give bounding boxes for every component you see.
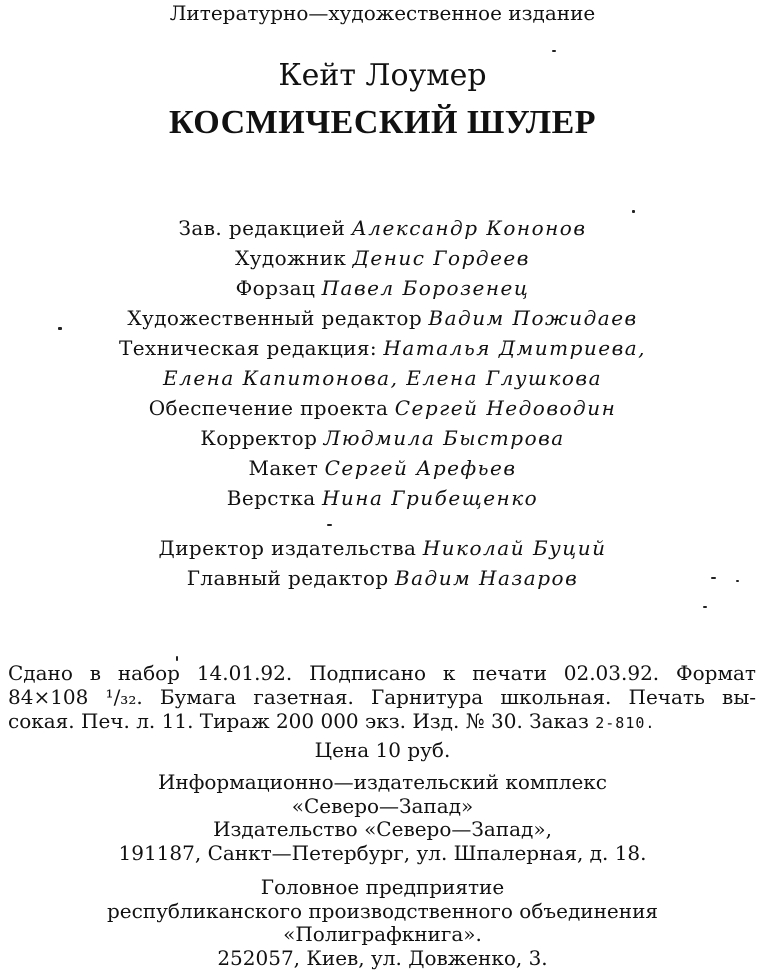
scan-speck: [736, 580, 739, 582]
publisher-line: Информационно—издательский комплекс: [157, 770, 608, 794]
director-name: Николай Буций: [422, 536, 607, 560]
director-line: [0, 533, 765, 563]
credit-line: [0, 393, 765, 423]
credit-role: Корректор: [200, 426, 318, 450]
credit-name: Сергей Недоводин: [394, 396, 617, 420]
imprint-line: Сдано в набор 14.01.92. Подписано к печати 02.03.92. Формат: [8, 661, 756, 685]
credit-line: [0, 333, 765, 363]
director-line: [0, 563, 765, 593]
credit-line: [0, 213, 765, 243]
director-role: Главный редактор: [186, 566, 389, 590]
scan-speck: [176, 656, 178, 661]
enterprise-address: 252057, Киев, ул. Довженко, 3.: [217, 945, 548, 970]
credit-line: [0, 423, 765, 453]
credits-block: [0, 213, 765, 513]
credit-role: Художественный редактор: [127, 306, 423, 330]
enterprise-line: республиканского производственного объединения: [106, 898, 659, 923]
publisher-address: 191187, Санкт—Петербург, ул. Шпалерная, д. 18.: [118, 840, 647, 865]
credit-role: Форзац: [235, 276, 316, 300]
directors-block: [0, 533, 765, 593]
credit-name: Павел Борозенец: [321, 276, 530, 300]
scan-speck: [632, 210, 635, 213]
book-author: Кейт Лоумер: [278, 58, 487, 93]
credit-role: Зав. редакцией: [178, 216, 346, 240]
printing-enterprise-block: [0, 876, 765, 970]
enterprise-line: «Полиграфкнига».: [283, 922, 482, 946]
director-role: Директор издательства: [158, 536, 417, 560]
credit-name: Сергей Арефьев: [324, 456, 517, 480]
credit-name: Наталья Дмитриева,: [383, 336, 647, 360]
credit-name: Нина Грибещенко: [321, 486, 539, 510]
credit-role: Техническая редакция:: [118, 336, 378, 360]
price: Цена 10 руб.: [314, 738, 451, 762]
publisher-line: «Северо—Запад»: [291, 793, 474, 818]
credit-line: [0, 483, 765, 513]
scan-speck: [58, 327, 62, 330]
enterprise-line: Головное предприятие: [260, 875, 505, 899]
publisher-line: Издательство «Северо—Запад»,: [213, 817, 552, 841]
credit-name: Вадим Пожидаев: [428, 306, 638, 330]
scan-speck: [327, 524, 332, 526]
credit-name: Людмила Быстрова: [323, 426, 565, 450]
scan-speck: [711, 577, 716, 579]
imprint-line-text: сокая. Печ. л. 11. Тираж 200 000 экз. Изд. № 30. Заказ: [8, 709, 589, 733]
credit-role: Верстка: [226, 486, 316, 510]
credit-name: Александр Кононов: [351, 216, 587, 240]
credit-line: [0, 273, 765, 303]
credit-role: Обеспечение проекта: [148, 396, 389, 420]
credit-line: [0, 303, 765, 333]
order-number-handwritten: 2-810.: [595, 714, 656, 732]
credit-role: Макет: [248, 456, 319, 480]
imprint-line: [8, 709, 756, 735]
book-title: КОСМИЧЕСКИЙ ШУЛЕР: [168, 104, 597, 141]
credit-role: Художник: [235, 246, 347, 270]
edition-type-header: Литературно—художественное издание: [169, 1, 596, 25]
credit-name: Денис Гордеев: [352, 246, 530, 270]
imprint-paragraph: [8, 661, 756, 735]
credit-line: [0, 243, 765, 273]
publisher-block: [0, 771, 765, 865]
credit-line: [0, 363, 765, 393]
imprint-line: 84×108 ¹/₃₂. Бумага газетная. Гарнитура школьная. Печать вы-: [8, 685, 756, 709]
director-name: Вадим Назаров: [394, 566, 579, 590]
scan-speck: [703, 606, 707, 608]
credit-line: [0, 453, 765, 483]
scan-speck: [552, 50, 556, 52]
credit-name: Елена Капитонова, Елена Глушкова: [163, 366, 602, 390]
